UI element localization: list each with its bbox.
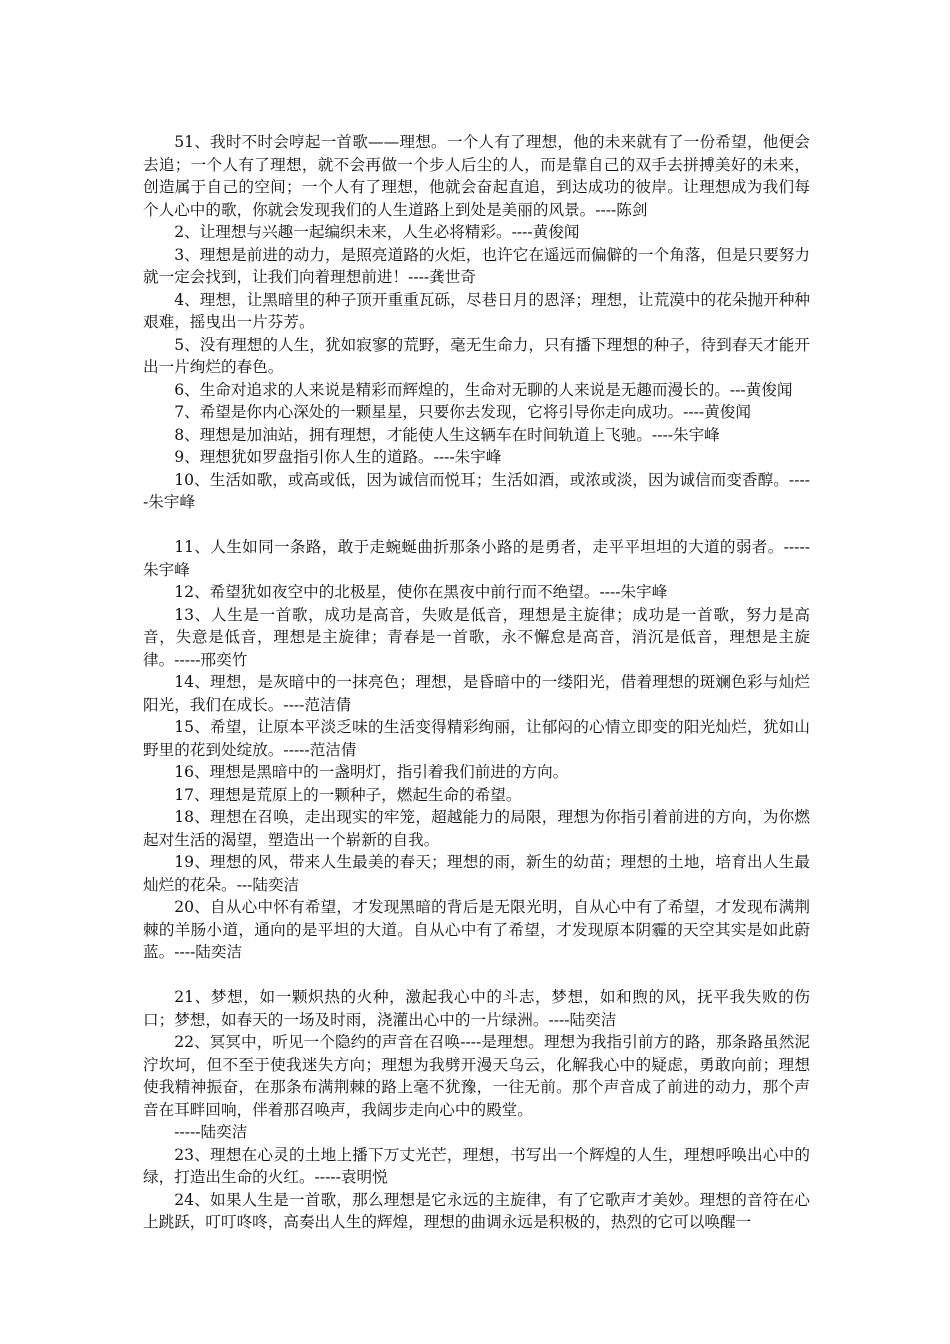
paragraph-6: 6、生命对追求的人来说是精彩而辉煌的，生命对无聊的人来说是无趣而漫长的。---黄俊闻 xyxy=(174,380,793,399)
paragraph-17: 17、理想是荒原上的一颗种子，燃起生命的希望。 xyxy=(174,785,522,804)
paragraph-20: 20、自从心中怀有希望，才发现黑暗的背后是无限光明，自从心中有了希望，才发现布满荆棘的羊肠小道，通向的是平坦的大道。自从心中有了希望，才发现原本阴霾的天空其实是如此蔚蓝。----陆奕洁 xyxy=(143,898,810,961)
blank-line xyxy=(143,964,810,987)
paragraph-16: 16、理想是黑暗中的一盏明灯，指引着我们前进的方向。 xyxy=(174,763,569,781)
paragraph-10: 10、生活如歌，或高或低，因为诚信而悦耳；生活如酒，或浓或淡，因为诚信而变香醇。-----朱宇峰 xyxy=(143,470,810,511)
paragraph-51: 51、我时不时会哼起一首歌——理想。一个人有了理想，他的未来就有了一份希望，他便会去追；一个人有了理想，就不会再做一个步人后尘的人，而是靠自己的双手去拼搏美好的未来，创造属于自己的空间；一个人有了理想，他就会奋起直追，到达成功的彼岸。让理想成为我们每个人心中的歌，你就会发现我们的人生道路上到处是美丽的风景。----陈剑 xyxy=(143,133,810,219)
paragraph-22-author: -----陆奕洁 xyxy=(174,1123,248,1141)
paragraph-12: 12、希望犹如夜空中的北极星，使你在黑夜中前行而不绝望。----朱宇峰 xyxy=(174,583,668,601)
paragraph-11: 11、人生如同一条路，敢于走蜿蜒曲折那条小路的是勇者，走平平坦坦的大道的弱者。-----朱宇峰 xyxy=(143,538,810,579)
paragraph-4: 4、理想，让黑暗里的种子顶开重重瓦砾，尽巷日月的恩泽；理想，让荒漠中的花朵抛开种种艰难，摇曳出一片芬芳。 xyxy=(143,290,810,331)
paragraph-8: 8、理想是加油站，拥有理想，才能使人生这辆车在时间轨道上飞驰。----朱宇峰 xyxy=(174,425,720,444)
paragraph-19: 19、理想的风，带来人生最美的春天；理想的雨，新生的幼苗；理想的土地，培育出人生最灿烂的花朵。---陆奕洁 xyxy=(143,853,810,894)
paragraph-7: 7、希望是你内心深处的一颗星星，只要你去发现，它将引导你走向成功。----黄俊闻 xyxy=(174,403,751,421)
paragraph-3: 3、理想是前进的动力，是照亮道路的火炬，也许它在遥远而偏僻的一个角落，但是只要努力就一定会找到，让我们向着理想前进！----龚世奇 xyxy=(143,245,810,286)
paragraph-18: 18、理想在召唤，走出现实的牢笼，超越能力的局限，理想为你指引着前进的方向，为你燃起对生活的渴望，塑造出一个崭新的自我。 xyxy=(143,808,810,849)
paragraph-22: 22、冥冥中，听见一个隐约的声音在召唤----是理想。理想为我指引前方的路，那条路虽然泥泞坎坷，但不至于使我迷失方向；理想为我劈开漫天乌云，化解我心中的疑虑，勇敢向前；理想使我精神振奋，在那条布满荆棘的路上毫不犹豫，一往无前。那个声音成了前进的动力，那个声音在耳畔回响，伴着那召唤声，我阔步走向心中的殿堂。 xyxy=(143,1033,810,1119)
paragraph-21: 21、梦想，如一颗炽热的火种，激起我心中的斗志，梦想，如和煦的风，抚平我失败的伤口；梦想，如春天的一场及时雨，浇灌出心中的一片绿洲。----陆奕洁 xyxy=(143,988,810,1029)
paragraph-14: 14、理想，是灰暗中的一抹亮色；理想，是昏暗中的一缕阳光，借着理想的斑斓色彩与灿烂阳光，我们在成长。----范洁倩 xyxy=(143,673,810,714)
paragraph-2: 2、让理想与兴趣一起编织未来，人生必将精彩。----黄俊闻 xyxy=(174,223,580,241)
paragraph-15: 15、希望，让原本平淡乏味的生活变得精彩绚丽，让郁闷的心情立即变的阳光灿烂，犹如山野里的花到处绽放。-----范洁倩 xyxy=(143,718,810,759)
paragraph-24: 24、如果人生是一首歌，那么理想是它永远的主旋律，有了它歌声才美妙。理想的音符在心上跳跃，叮叮咚咚，高奏出人生的辉煌，理想的曲调永远是积极的，热烈的它可以唤醒一 xyxy=(143,1190,810,1231)
document-page xyxy=(143,131,810,1234)
paragraph-13: 13、人生是一首歌，成功是高音，失败是低音，理想是主旋律；成功是一首歌，努力是高音，失意是低音，理想是主旋律；青春是一首歌，永不懈怠是高音，消沉是低音，理想是主旋律。-----邢奕竹 xyxy=(143,605,810,669)
paragraph-23: 23、理想在心灵的土地上播下万丈光芒，理想，书写出一个辉煌的人生，理想呼唤出心中的绿，打造出生命的火红。-----袁明悦 xyxy=(143,1145,810,1186)
paragraph-5: 5、没有理想的人生，犹如寂寥的荒野，毫无生命力，只有播下理想的种子，待到春天才能开出一片绚烂的春色。 xyxy=(143,335,810,376)
paragraph-9: 9、理想犹如罗盘指引你人生的道路。----朱宇峰 xyxy=(174,448,502,466)
blank-line xyxy=(143,514,810,537)
